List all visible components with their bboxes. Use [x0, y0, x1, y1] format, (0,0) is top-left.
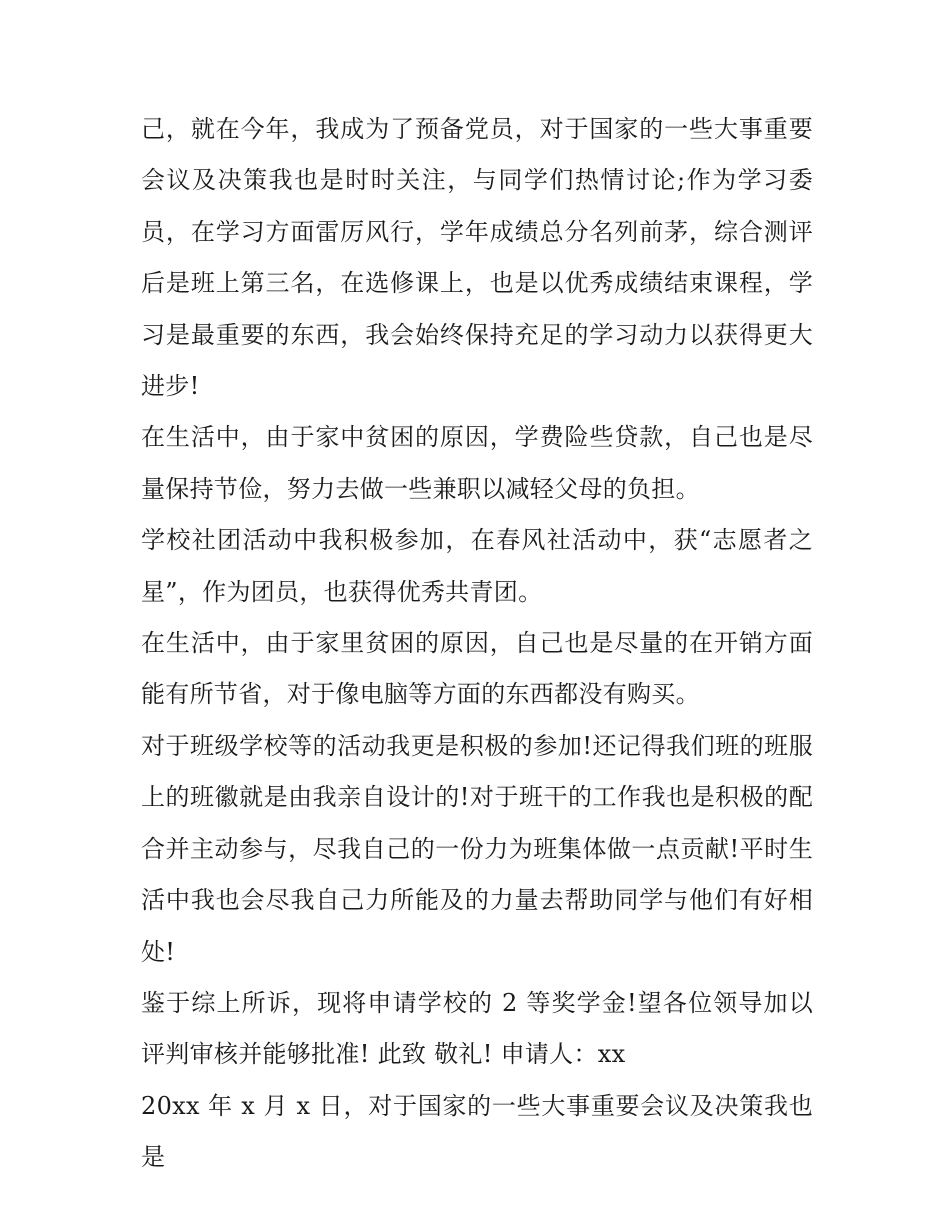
document-body: [141, 104, 813, 1184]
paragraph-study: 己，就在今年，我成为了预备党员，对于国家的一些大事重要会议及决策我也是时时关注，与同学们热情讨论;作为学习委员，在学习方面雷厉风行，学年成绩总分名列前茅，综合测评后是班上第三名，在选修课上，也是以优秀成绩结束课程，学习是最重要的东西，我会始终保持充足的学习动力以获得更大进步!: [141, 115, 813, 401]
paragraph-class-activities: 对于班级学校等的活动我更是积极的参加!还记得我们班的班服上的班徽就是由我亲自设计的!对于班干的工作我也是积极的配合并主动参与，尽我自己的一份力为班集体做一点贡献!平时生活中我也会尽我自己力所能及的力量去帮助同学与他们有好相处!: [141, 731, 813, 966]
paragraph-application: 鉴于综上所诉，现将申请学校的 2 等奖学金!望各位领导加以评判审核并能够批准! 此致 敬礼! 申请人：xx: [141, 988, 813, 1069]
paragraph-frugal-life: 在生活中，由于家中贫困的原因，学费险些贷款，自己也是尽量保持节俭，努力去做一些兼职以减轻父母的负担。: [141, 423, 813, 503]
paragraph-club-activities: 学校社团活动中我积极参加，在春风社活动中，获“志愿者之星”，作为团员，也获得优秀共青团。: [141, 526, 813, 606]
paragraph-spending: 在生活中，由于家里贫困的原因，自己也是尽量的在开销方面能有所节省，对于像电脑等方面的东西都没有购买。: [141, 629, 813, 709]
paragraph-date: 20xx 年 x 月 x 日，对于国家的一些大事重要会议及决策我也是: [141, 1091, 813, 1172]
